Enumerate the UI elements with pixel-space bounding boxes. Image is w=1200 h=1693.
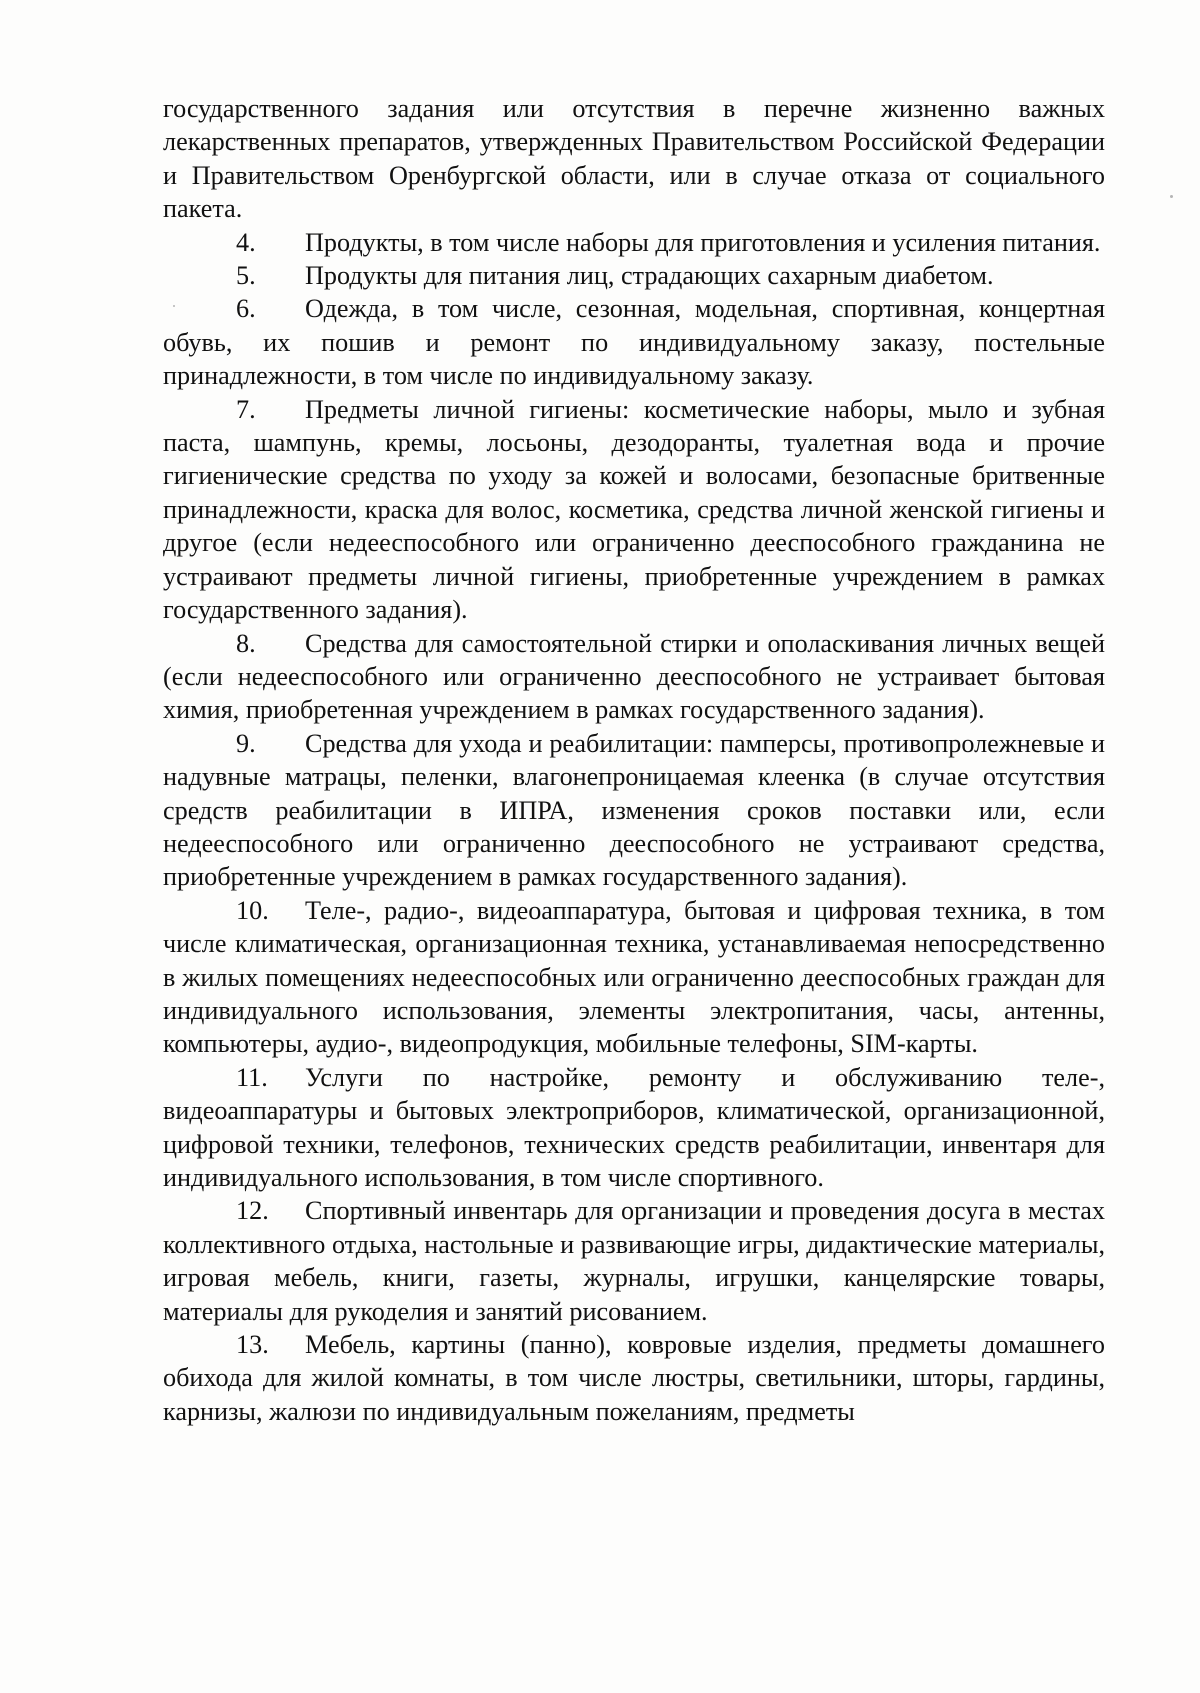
item-text: Услуги по настройке, ремонту и обслуживанию теле-, видеоаппаратуры и бытовых электроприборов, климатической, организационной, цифровой техники, телефонов, технических средств реабилитации, инвентаря для индивидуального использования, в том числе спортивного. <box>163 1062 1105 1192</box>
item-text: Спортивный инвентарь для организации и проведения досуга в местах коллективного отдыха, настольные и развивающие игры, дидактические материалы, игровая мебель, книги, газеты, журналы, игрушки, канцелярские товары, материалы для рукоделия и занятий рисованием. <box>163 1196 1105 1326</box>
item-text: Средства для ухода и реабилитации: памперсы, противопролежневые и надувные матрацы, пеленки, влагонепроницаемая клеенка (в случае отсутствия средств реабилитации в ИПРА, изменения сроков поставки или, если недееспособного или ограниченно дееспособного не устраивают средства, приобретенные учреждением в рамках государственного задания). <box>163 728 1105 892</box>
item-number: 13. <box>236 1330 269 1360</box>
item-text: Мебель, картины (панно), ковровые изделия, предметы домашнего обихода для жилой комнаты, в том числе люстры, светильники, шторы, гардины, карнизы, жалюзи по индивидуальным пожеланиям, предметы <box>163 1330 1105 1426</box>
item-number: 10. <box>236 895 269 925</box>
document-body <box>163 92 1105 1428</box>
item-number: 6. <box>236 294 256 324</box>
item-number: 8. <box>236 628 256 658</box>
intro-paragraph: государственного задания или отсутствия в перечне жизненно важных лекарственных препаратов, утвержденных Правительством Российской Федерации и Правительством Оренбургской области, или в случае отказа от социального пакета. <box>163 94 1105 224</box>
list-item <box>163 727 1105 894</box>
item-text: Средства для самостоятельной стирки и ополаскивания личных вещей (если недееспособного или ограниченно дееспособного не устраивает бытовая химия, приобретенная учреждением в рамках государственного задания). <box>163 628 1105 725</box>
scan-speck <box>173 305 175 307</box>
item-number: 11. <box>236 1062 268 1092</box>
item-number: 9. <box>236 728 256 758</box>
list-item <box>163 259 1105 292</box>
list-item <box>163 226 1105 259</box>
list-item <box>163 1061 1105 1195</box>
scan-speck <box>1170 195 1173 198</box>
list-item <box>163 627 1105 727</box>
item-number: 12. <box>236 1196 269 1226</box>
item-text: Продукты для питания лиц, страдающих сахарным диабетом. <box>305 261 994 291</box>
item-number: 5. <box>236 261 256 291</box>
item-text: Продукты, в том числе наборы для приготовления и усиления питания. <box>305 227 1101 257</box>
item-text: Теле-, радио-, видеоаппаратура, бытовая и цифровая техника, в том числе климатическая, организационная техника, устанавливаемая непосредственно в жилых помещениях недееспособных или ограниченно дееспособных граждан для индивидуального использования, элементы электропитания, часы, антенны, компьютеры, аудио-, видеопродукция, мобильные телефоны, SIM-карты. <box>163 895 1105 1059</box>
item-number: 4. <box>236 227 256 257</box>
list-item <box>163 1194 1105 1328</box>
list-item <box>163 894 1105 1061</box>
item-text: Предметы личной гигиены: косметические наборы, мыло и зубная паста, шампунь, кремы, лосьоны, дезодоранты, туалетная вода и прочие гигиенические средства по уходу за кожей и волосами, безопасные бритвенные принадлежности, краска для волос, косметика, средства личной женской гигиены и другое (если недееспособного или ограниченно дееспособного гражданина не устраивают предметы личной гигиены, приобретенные учреждением в рамках государственного задания). <box>163 394 1105 625</box>
list-item <box>163 1328 1105 1428</box>
list-item <box>163 292 1105 392</box>
item-number: 7. <box>236 394 256 424</box>
list-item <box>163 393 1105 627</box>
item-text: Одежда, в том числе, сезонная, модельная, спортивная, концертная обувь, их пошив и ремонт по индивидуальному заказу, постельные принадлежности, в том числе по индивидуальному заказу. <box>163 294 1105 391</box>
